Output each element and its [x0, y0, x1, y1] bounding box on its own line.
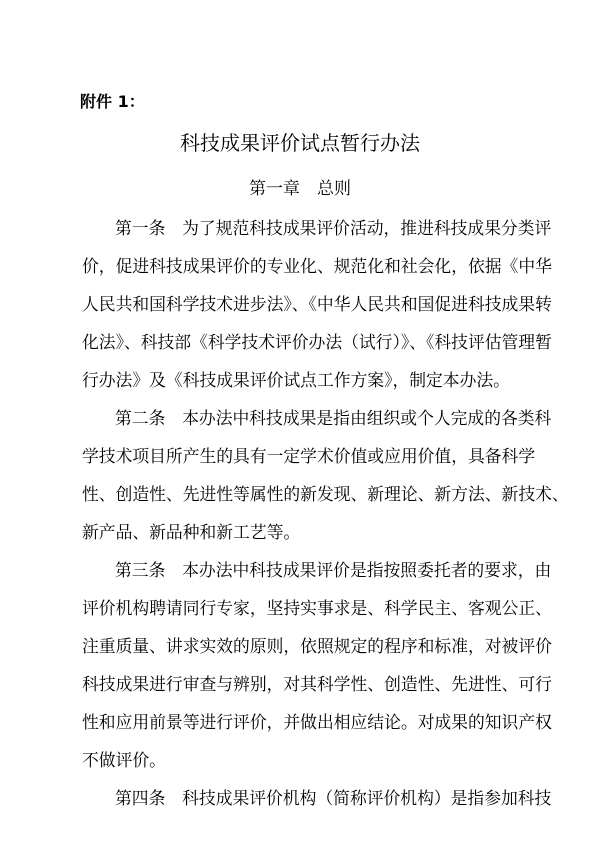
article-1-line-3: 人民共和国科学技术进步法》、《中华人民共和国促进科技成果转	[82, 294, 552, 314]
article-3-line-2: 评价机构聘请同行专家，坚持实事求是、科学民主、客观公正、	[82, 598, 552, 618]
article-4-line-1: 第四条 科技成果评价机构（简称评价机构）是指参加科技	[115, 788, 552, 808]
article-1-line-4: 化法》、科技部《科学技术评价办法（试行）》、《科技评估管理暂	[82, 332, 552, 352]
article-3-line-5: 性和应用前景等进行评价，并做出相应结论。对成果的知识产权	[82, 712, 552, 732]
article-3-line-1: 第三条 本办法中科技成果评价是指按照委托者的要求，由	[115, 560, 552, 580]
chapter-title: 第一章 总则	[249, 179, 351, 199]
article-2-line-2: 学技术项目所产生的具有一定学术价值或应用价值，具备科学	[82, 446, 536, 466]
article-1-line-2: 价，促进科技成果评价的专业化、规范化和社会化，依据《中华	[82, 256, 552, 276]
article-2-line-4: 新产品、新品种和新工艺等。	[82, 522, 301, 542]
article-2-line-1: 第二条 本办法中科技成果是指由组织或个人完成的各类科	[115, 408, 552, 428]
article-3-line-6: 不做评价。	[82, 750, 166, 770]
article-3-line-4: 科技成果进行审查与辨别，对其科学性、创造性、先进性、可行	[82, 674, 552, 694]
article-3-line-3: 注重质量、讲求实效的原则，依照规定的程序和标准，对被评价	[82, 636, 552, 656]
article-2-line-3: 性、创造性、先进性等属性的新发现、新理论、新方法、新技术、	[82, 484, 569, 504]
article-1-line-1: 第一条 为了规范科技成果评价活动，推进科技成果分类评	[115, 218, 552, 238]
attachment-label: 附件 1：	[80, 92, 145, 111]
document-title: 科技成果评价试点暂行办法	[180, 131, 420, 155]
article-1-line-5: 行办法》及《科技成果评价试点工作方案》，制定本办法。	[82, 370, 510, 390]
